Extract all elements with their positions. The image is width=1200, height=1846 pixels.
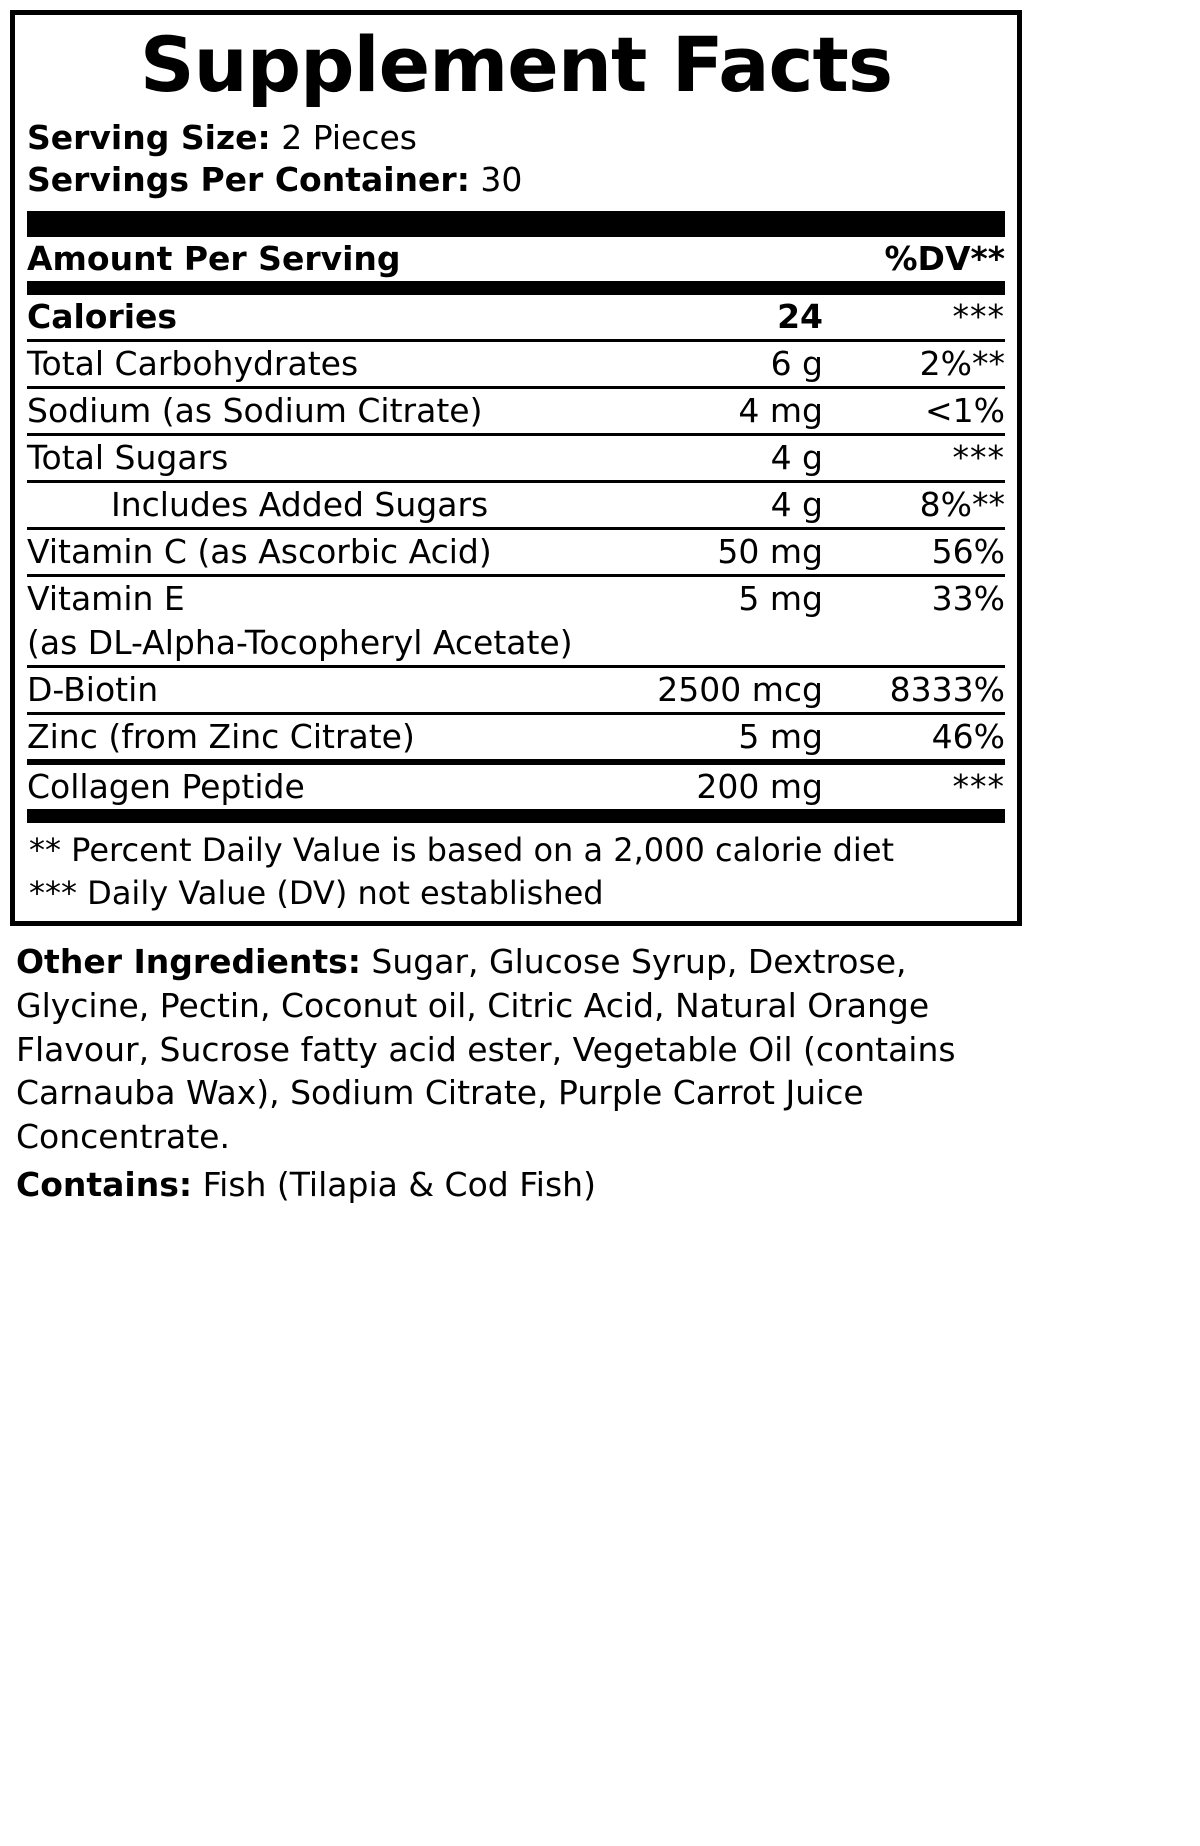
row-amount: 200 mg [696,766,823,806]
table-row [27,666,1005,713]
contains-text: Fish (Tilapia & Cod Fish) [192,1165,596,1205]
table-subrow [27,621,1005,666]
row-amount: 5 mg [611,576,837,621]
row-dv: 8333% [837,666,1005,713]
row-name: Calories [27,297,178,337]
row-name: Zinc (from Zinc Citrate) [27,713,611,758]
facts-panel [10,10,1022,926]
row-amount: 4 g [611,435,837,482]
divider-mid [27,281,1005,295]
row-dv: 2%** [837,341,1005,388]
table-row [27,576,1005,621]
row-amount: 4 mg [611,388,837,435]
divider-thick-top [27,211,1005,237]
nutrition-table [27,237,1005,281]
divider-mid-bottom [27,809,1005,823]
table-row [27,482,1005,529]
row-amount: 2500 mcg [611,666,837,713]
other-ingredients-label: Other Ingredients: [16,941,361,981]
row-dv: *** [952,766,1005,806]
row-dv: 46% [837,713,1005,758]
servings-per-container-label: Servings Per Container: [27,160,470,200]
other-ingredients-block [10,926,1022,1159]
row-amount: 24 [777,297,823,337]
table-header-row [27,237,1005,281]
row-amount: 6 g [611,341,837,388]
row-dv: 56% [837,529,1005,576]
row-amount: 5 mg [611,713,837,758]
footnote-dv-not-established: *** Daily Value (DV) not established [29,873,604,912]
contains-label: Contains: [16,1165,193,1205]
row-dv: *** [952,297,1005,337]
serving-size-row [27,117,1005,159]
table-row [27,765,1005,809]
row-dv: 33% [837,576,1005,621]
nutrition-rows [27,295,1005,758]
servings-per-container-row [27,159,1005,201]
row-amount: 50 mg [611,529,837,576]
other-ingredients-text: Sugar, Glucose Syrup, Dextrose, Glycine, Pectin, Coconut oil, Citric Acid, Natural Orange Flavour, Sucrose fatty acid ester, Vegetable Oil (contains Carnauba Wax), Sodium Citrate, Purple Carrot Juice Concentrate. [16,941,956,1157]
supplement-facts-label [10,10,1022,1207]
servings-per-container-value: 30 [480,160,523,200]
row-dv: 8%** [837,482,1005,529]
row-dv: *** [837,435,1005,482]
row-amount: 4 g [611,482,837,529]
table-row [27,529,1005,576]
table-row [27,295,1005,340]
table-row [27,713,1005,758]
table-row [27,435,1005,482]
table-row [27,341,1005,388]
extra-nutrition-rows [27,765,1005,809]
amount-per-serving-header: Amount Per Serving [27,239,401,279]
row-name: Sodium (as Sodium Citrate) [27,388,611,435]
footnote-daily-value: ** Percent Daily Value is based on a 2,000 calorie diet [29,830,895,869]
table-row [27,388,1005,435]
contains-block [10,1159,1022,1207]
row-name: Vitamin C (as Ascorbic Acid) [27,529,611,576]
row-name: Includes Added Sugars [27,482,611,529]
row-name: D-Biotin [27,666,611,713]
row-dv: <1% [837,388,1005,435]
row-name: Total Carbohydrates [27,341,611,388]
serving-size-label: Serving Size: [27,118,271,157]
row-name: Total Sugars [27,435,611,482]
serving-size-value: 2 Pieces [281,118,417,157]
dv-header: %DV** [884,239,1005,279]
row-name: Collagen Peptide [27,766,305,806]
page-title: Supplement Facts [139,20,893,109]
row-name: Vitamin E [27,576,611,621]
row-subname: (as DL-Alpha-Tocopheryl Acetate) [27,622,573,662]
